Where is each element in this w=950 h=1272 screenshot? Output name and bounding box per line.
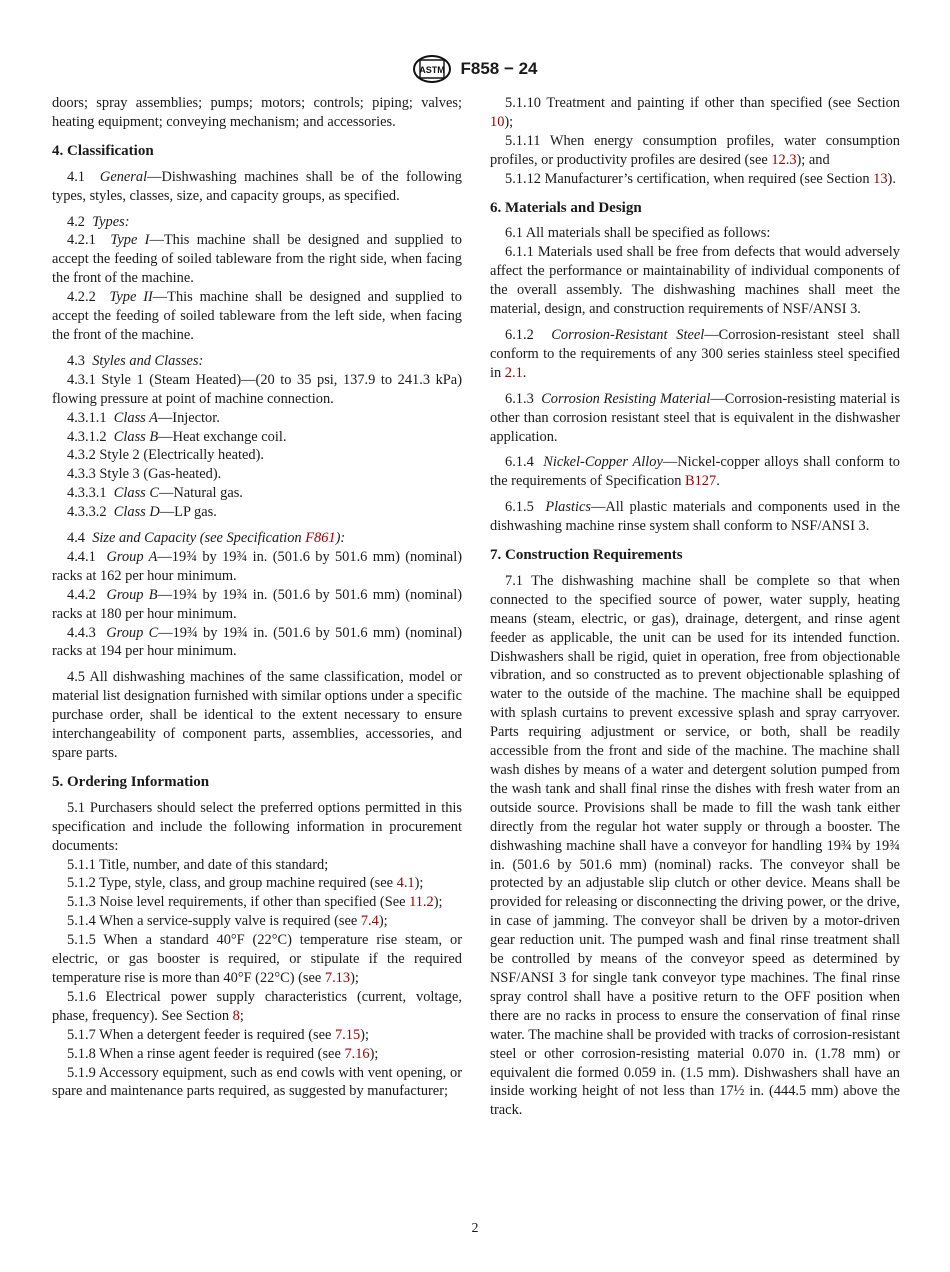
- link-f861[interactable]: F861: [305, 530, 336, 547]
- para-4-4-2: 4.4.2 Group B—19¾ by 19¾ in. (501.6 by 501.6 mm) (nominal) racks at 180 per hour minimum.: [52, 586, 463, 622]
- para-4-4: 4.4 Size and Capacity (see Specification F861):: [67, 530, 346, 547]
- para-7-1: 7.1 The dishwashing machine shall be complete so that when connected to the specified source of power, water supply, heating means (steam, electric, or gas), drainage, detergent, and rinse agent feeder as applicable, the unit can be used for its intended function. Dishwashers shall be rigid, quiet in operation, free from objectionable vibration, and so constructed as to prevent objectionable splashing of water to the outside of the machine. The machine shall be equipped with splash curtains to prevent excessive splash and spray carryover. Parts requiring adjustment or service, or both, shall be readily accessible from the front and side of the machine. The machine shall wash dishes by means of a water and detergent solution pumped from the wash tank and shall final rinse the dishes with fresh water from an outside source. Provisions shall be made to fill the wash tank either directly from the regular hot water supply or through a booster. The dishwashing machine shall have a conveyor for handling 19¾ by 19¾ in. (501.6 by 501.6 mm) (nominal) racks. The conveyor shall be protected by an adjustable slip clutch or other device. Means shall be provided for releasing or disconnecting the driving power, or the drive, in case of jamming. The conveyor shall be driven by a motor-driven gear reduction unit. The pumped wash and final rinse treatment shall be controlled by means of the conveyor speed as determined by NSF/ANSI 3 for single tank conveyor type machines. The final rinse spray control shall have a positive return to the OFF position when there are no racks in process to ensure the conservation of final rinse water. The machine shall be provided with tracks of corrosion-resistant steel or other corrosion-resisting material 0.070 in. (1.78 mm) or equivalent die formed 0.059 in. (1.5 mm). Dishwashers shall have an inside working height of not less than 17½ in. (444.5 mm) above the track.: [490, 572, 900, 1119]
- para-5-1-4: 5.1.4 When a service-supply valve is required (see 7.4);: [67, 913, 388, 930]
- page-header: [0, 54, 950, 84]
- para-4-3: 4.3 Styles and Classes:: [67, 352, 204, 369]
- para-6-1-1: 6.1.1 Materials used shall be free from defects that would adversely affect the performance or maintainability of individual components of the overall assembly. The dishwashing machines shall meet the material, design, and construction requirements of NSF/ANSI 3.: [490, 244, 900, 318]
- para-5-1-10: 5.1.10 Treatment and painting if other than specified (see Section 10);: [490, 95, 900, 130]
- para-5-1-8: 5.1.8 When a rinse agent feeder is required (see 7.16);: [67, 1045, 379, 1062]
- link-section-13[interactable]: 13: [873, 170, 888, 187]
- section-7-heading: 7. Construction Requirements: [490, 547, 683, 564]
- para-4-4-1: 4.4.1 Group A—19¾ by 19¾ in. (501.6 by 501.6 mm) (nominal) racks at 162 per hour minimum.: [52, 548, 462, 584]
- link-7-13[interactable]: 7.13: [324, 969, 351, 986]
- link-2-1[interactable]: 2.1: [504, 364, 523, 381]
- para-5-1-9: 5.1.9 Accessory equipment, such as end cowls with vent opening, or spare and maintenance parts required, as suggested by manufacturer;: [52, 1064, 462, 1100]
- para-4-3-1: 4.3.1 Style 1 (Steam Heated)—(20 to 35 psi, 137.9 to 241.3 kPa) flowing pressure at point of machine connection.: [52, 371, 462, 407]
- para-5-1-7: 5.1.7 When a detergent feeder is required (see 7.15);: [67, 1026, 369, 1043]
- para-4-4-3: 4.4.3 Group C—19¾ by 19¾ in. (501.6 by 501.6 mm) (nominal) racks at 194 per hour minimum.: [52, 624, 462, 660]
- para-6-1-4: 6.1.4 Nickel-Copper Alloy—Nickel-copper alloys shall conform to the requirements of Specification B127.: [490, 454, 900, 490]
- para-6-1-2: 6.1.2 Corrosion-Resistant Steel—Corrosion-resistant steel shall conform to the requirements of any 300 series stainless steel specified in 2.1.: [490, 326, 901, 381]
- link-section-8[interactable]: 8: [232, 1007, 240, 1024]
- link-7-16[interactable]: 7.16: [344, 1045, 370, 1062]
- para-4-3-3-1: 4.3.3.1 Class C—Natural gas.: [67, 485, 243, 502]
- para-5-1-5: 5.1.5 When a standard 40°F (22°C) temperature rise steam, or electric, or gas booster is required, or stipulate if the required temperature rise is more than 40°F (22°C) (see 7.13);: [52, 932, 462, 986]
- astm-logo-icon: [412, 54, 452, 84]
- continued-paragraph: doors; spray assemblies; pumps; motors; controls; piping; valves; heating equipment; conveying mechanism; and accessories.: [52, 95, 462, 130]
- section-4-heading: 4. Classification: [52, 142, 154, 159]
- para-5-1-6: 5.1.6 Electrical power supply characteristics (current, voltage, phase, frequency). See Section 8;: [52, 988, 462, 1024]
- para-4-3-1-1: 4.3.1.1 Class A—Injector.: [67, 409, 220, 426]
- page-number: 2: [471, 1221, 479, 1236]
- para-6-1-5: 6.1.5 Plastics—All plastic materials and components used in the dishwashing machine rinse system shall conform to NSF/ANSI 3.: [490, 499, 900, 535]
- para-4-3-3: 4.3.3 Style 3 (Gas-heated).: [67, 466, 222, 483]
- para-6-1-3: 6.1.3 Corrosion Resisting Material—Corrosion-resisting material is other than corrosion resistant steel that is equivalent in the dishwasher application.: [490, 390, 901, 445]
- para-4-5: 4.5 All dishwashing machines of the same classification, model or material list designation furnished with similar options under a specific purchase order, shall be identical to the extent necessary to ensure interchangeability of component parts, assemblies, accessories, and spare parts.: [52, 669, 462, 761]
- para-5-1: 5.1 Purchasers should select the preferred options permitted in this specification and include the following information in procurement documents:: [52, 799, 462, 854]
- para-4-3-1-2: 4.3.1.2 Class B—Heat exchange coil.: [67, 428, 287, 445]
- para-4-2-2: 4.2.2 Type II—This machine shall be designed and supplied to accept the feeding of soiled tableware from the left side, when facing the front of the machine.: [52, 289, 462, 343]
- para-5-1-11: 5.1.11 When energy consumption profiles, water consumption profiles, or productivity profiles are desired (see 12.3); and: [490, 132, 900, 168]
- link-b127[interactable]: B127: [685, 473, 717, 490]
- para-5-1-1: 5.1.1 Title, number, and date of this standard;: [67, 856, 329, 873]
- para-5-1-2: 5.1.2 Type, style, class, and group machine required (see 4.1);: [67, 875, 424, 892]
- left-column: [52, 94, 462, 1101]
- document-designation: F858 − 24: [460, 59, 538, 78]
- para-5-1-3: 5.1.3 Noise level requirements, if other than specified (See 11.2);: [67, 894, 443, 911]
- section-5-heading: 5. Ordering Information: [52, 773, 210, 790]
- link-section-10[interactable]: 10: [490, 113, 505, 130]
- para-4-3-3-2: 4.3.3.2 Class D—LP gas.: [67, 504, 217, 521]
- right-column: [490, 94, 900, 1120]
- para-4-2-1: 4.2.1 Type I—This machine shall be designed and supplied to accept the feeding of soiled tableware from the right side, when facing the front of the machine.: [52, 232, 463, 287]
- section-6-heading: 6. Materials and Design: [490, 199, 642, 216]
- para-4-3-2: 4.3.2 Style 2 (Electrically heated).: [67, 447, 264, 464]
- link-7-4[interactable]: 7.4: [360, 913, 379, 930]
- link-4-1[interactable]: 4.1: [396, 875, 415, 892]
- svg-text:ASTM: ASTM: [419, 65, 446, 75]
- link-7-15[interactable]: 7.15: [334, 1026, 361, 1043]
- para-6-1: 6.1 All materials shall be specified as follows:: [505, 225, 771, 242]
- para-4-1: 4.1 General—Dishwashing machines shall be of the following types, styles, classes, size, and capacity groups, as specified.: [52, 168, 462, 204]
- link-11-2[interactable]: 11.2: [409, 894, 434, 911]
- link-12-3[interactable]: 12.3: [771, 151, 797, 168]
- para-5-1-12: 5.1.12 Manufacturer’s certification, when required (see Section 13).: [505, 170, 896, 187]
- para-4-2: 4.2 Types:: [67, 213, 130, 230]
